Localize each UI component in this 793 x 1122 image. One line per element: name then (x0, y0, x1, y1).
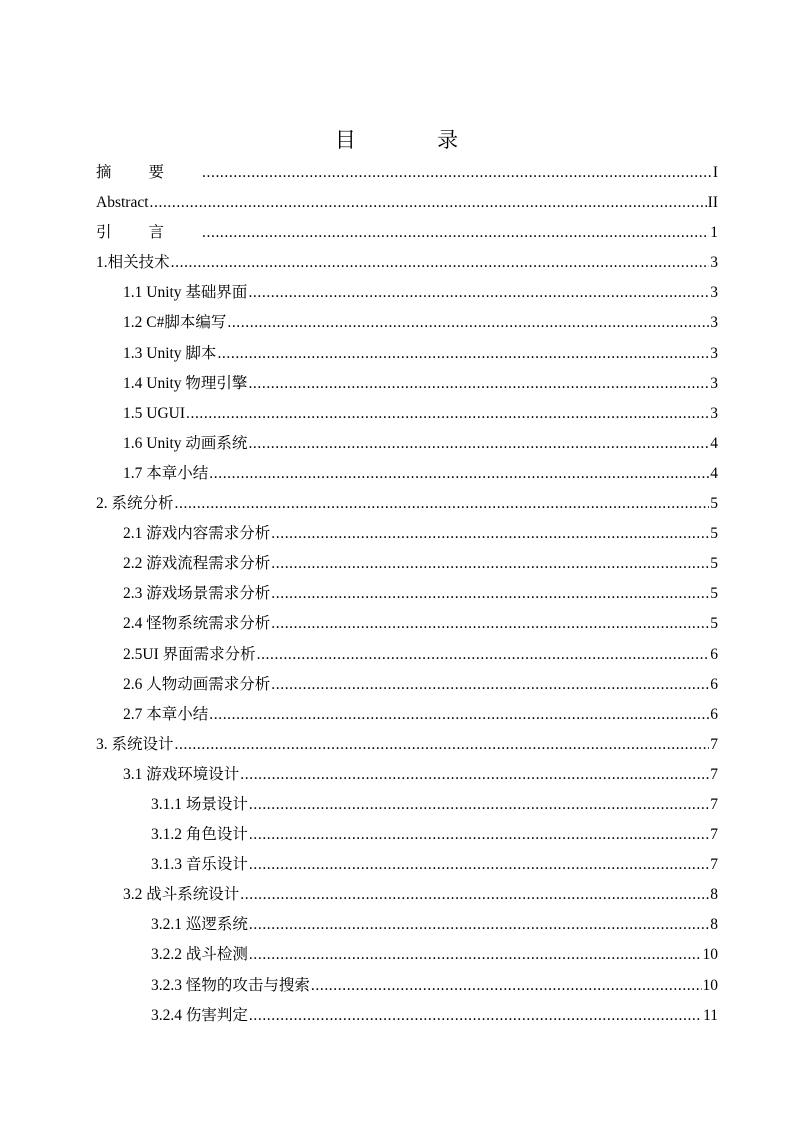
toc-entry-label: 2.3 游戏场景需求分析 (123, 585, 271, 603)
toc-entry-label: 3.2.1 巡逻系统 (151, 916, 248, 934)
toc-entry-label: 2.6 人物动画需求分析 (123, 675, 271, 693)
toc-entry-page-number: 6 (710, 705, 718, 723)
toc-list (96, 158, 718, 1031)
toc-entry-label: 3. 系统设计 (96, 735, 174, 753)
toc-entry-label: 1.1 Unity 基础界面 (123, 284, 248, 302)
toc-entry-label: 2.5UI 界面需求分析 (123, 645, 256, 663)
toc-entry-page-number: 10 (702, 976, 718, 994)
toc-entry[interactable] (96, 940, 718, 970)
toc-entry-page-number: 7 (710, 765, 718, 783)
toc-entry-label: 3.2.2 战斗检测 (151, 946, 248, 964)
toc-entry-label: 3.1.3 音乐设计 (151, 856, 248, 874)
toc-entry-label: 3.2.3 怪物的攻击与搜索 (151, 976, 310, 994)
toc-dot-leader (248, 429, 709, 459)
toc-dot-leader (271, 519, 709, 549)
toc-dot-leader (257, 640, 710, 670)
toc-entry-page-number: 5 (710, 495, 718, 513)
toc-entry[interactable] (96, 248, 718, 278)
toc-entry-page-number: 4 (710, 434, 718, 452)
toc-dot-leader (171, 248, 710, 278)
toc-entry-label: 摘要 (96, 164, 202, 181)
toc-dot-leader (248, 278, 709, 308)
toc-dot-leader (249, 850, 709, 880)
toc-dot-leader (271, 609, 709, 639)
toc-entry-label: 1.4 Unity 物理引擎 (123, 374, 248, 392)
toc-entry-label: 1.7 本章小结 (123, 464, 209, 482)
toc-entry-label: 3.2.4 伤害判定 (151, 1006, 248, 1024)
toc-entry[interactable] (96, 760, 718, 790)
toc-entry[interactable] (96, 218, 718, 248)
toc-entry[interactable] (96, 158, 718, 188)
toc-entry[interactable] (96, 820, 718, 850)
toc-entry[interactable] (96, 519, 718, 549)
toc-entry[interactable] (96, 339, 718, 369)
toc-entry-page-number: 10 (702, 946, 718, 964)
toc-entry[interactable] (96, 790, 718, 820)
toc-dot-leader (271, 549, 709, 579)
toc-entry-label: 1.2 C#脚本编写 (123, 314, 227, 332)
toc-entry-page-number: 5 (710, 555, 718, 573)
toc-entry-label: 2.7 本章小结 (123, 705, 209, 723)
toc-entry-page-number: 3 (710, 374, 718, 392)
toc-entry-label: 3.2 战斗系统设计 (123, 886, 240, 904)
toc-entry[interactable] (96, 399, 718, 429)
toc-entry[interactable] (96, 579, 718, 609)
toc-entry[interactable] (96, 308, 718, 338)
toc-entry-label: 2.1 游戏内容需求分析 (123, 525, 271, 543)
toc-entry-label: Abstract (96, 194, 149, 212)
toc-dot-leader (150, 188, 707, 218)
toc-dot-leader (227, 308, 709, 338)
toc-dot-leader (202, 158, 712, 188)
toc-entry[interactable] (96, 640, 718, 670)
toc-dot-leader (209, 700, 709, 730)
toc-entry[interactable] (96, 730, 718, 760)
toc-entry[interactable] (96, 850, 718, 880)
toc-entry[interactable] (96, 609, 718, 639)
toc-entry[interactable] (96, 910, 718, 940)
toc-entry-page-number: 3 (710, 254, 718, 272)
toc-dot-leader (175, 730, 710, 760)
toc-dot-leader (249, 910, 709, 940)
toc-entry[interactable] (96, 369, 718, 399)
toc-entry-label: 3.1.2 角色设计 (151, 826, 248, 844)
toc-entry-label: 3.1.1 场景设计 (151, 795, 248, 813)
toc-entry-page-number: 1 (710, 224, 718, 242)
toc-dot-leader (175, 489, 710, 519)
toc-dot-leader (249, 940, 702, 970)
toc-entry-page-number: II (707, 194, 718, 212)
toc-entry-page-number: 11 (703, 1006, 718, 1024)
toc-entry[interactable] (96, 278, 718, 308)
toc-dot-leader (249, 820, 709, 850)
toc-entry[interactable] (96, 971, 718, 1001)
toc-entry-label: 2. 系统分析 (96, 495, 174, 513)
toc-entry-page-number: 7 (710, 826, 718, 844)
toc-entry-label: 引言 (96, 224, 202, 242)
toc-entry-label: 3.1 游戏环境设计 (123, 765, 240, 783)
toc-entry-page-number: 3 (710, 404, 718, 422)
toc-entry-page-number: I (712, 164, 718, 181)
toc-entry-page-number: 5 (710, 585, 718, 603)
toc-dot-leader (240, 880, 709, 910)
toc-entry-page-number: 5 (710, 615, 718, 633)
toc-entry[interactable] (96, 700, 718, 730)
toc-dot-leader (249, 1001, 702, 1031)
toc-dot-leader (311, 971, 702, 1001)
toc-entry[interactable] (96, 188, 718, 218)
toc-entry[interactable] (96, 429, 718, 459)
toc-entry-page-number: 4 (710, 464, 718, 482)
toc-entry-page-number: 3 (710, 344, 718, 362)
toc-entry[interactable] (96, 880, 718, 910)
toc-entry-page-number: 7 (710, 735, 718, 753)
toc-dot-leader (186, 399, 709, 429)
toc-entry[interactable] (96, 549, 718, 579)
toc-entry-label: 1.5 UGUI (123, 404, 185, 422)
toc-dot-leader (271, 670, 709, 700)
toc-entry[interactable] (96, 670, 718, 700)
toc-dot-leader (271, 579, 709, 609)
toc-entry-page-number: 8 (710, 916, 718, 934)
toc-entry-page-number: 7 (710, 795, 718, 813)
toc-entry-page-number: 3 (710, 314, 718, 332)
toc-dot-leader (217, 339, 709, 369)
toc-entry-label: 2.4 怪物系统需求分析 (123, 615, 271, 633)
toc-entry-label: 2.2 游戏流程需求分析 (123, 555, 271, 573)
toc-entry-page-number: 6 (710, 645, 718, 663)
toc-entry[interactable] (96, 459, 718, 489)
page-title: 目 录 (334, 128, 497, 152)
toc-entry-page-number: 6 (710, 675, 718, 693)
toc-dot-leader (248, 369, 709, 399)
toc-entry[interactable] (96, 489, 718, 519)
toc-entry-page-number: 5 (710, 525, 718, 543)
toc-entry-label: 1.3 Unity 脚本 (123, 344, 217, 362)
toc-dot-leader (209, 459, 709, 489)
toc-dot-leader (249, 790, 709, 820)
toc-entry-label: 1.相关技术 (96, 254, 170, 272)
toc-entry-page-number: 8 (710, 886, 718, 904)
toc-entry-page-number: 3 (710, 284, 718, 302)
toc-entry-page-number: 7 (710, 856, 718, 874)
toc-entry[interactable] (96, 1001, 718, 1031)
toc-dot-leader (240, 760, 709, 790)
toc-dot-leader (202, 218, 709, 248)
toc-entry-label: 1.6 Unity 动画系统 (123, 434, 248, 452)
